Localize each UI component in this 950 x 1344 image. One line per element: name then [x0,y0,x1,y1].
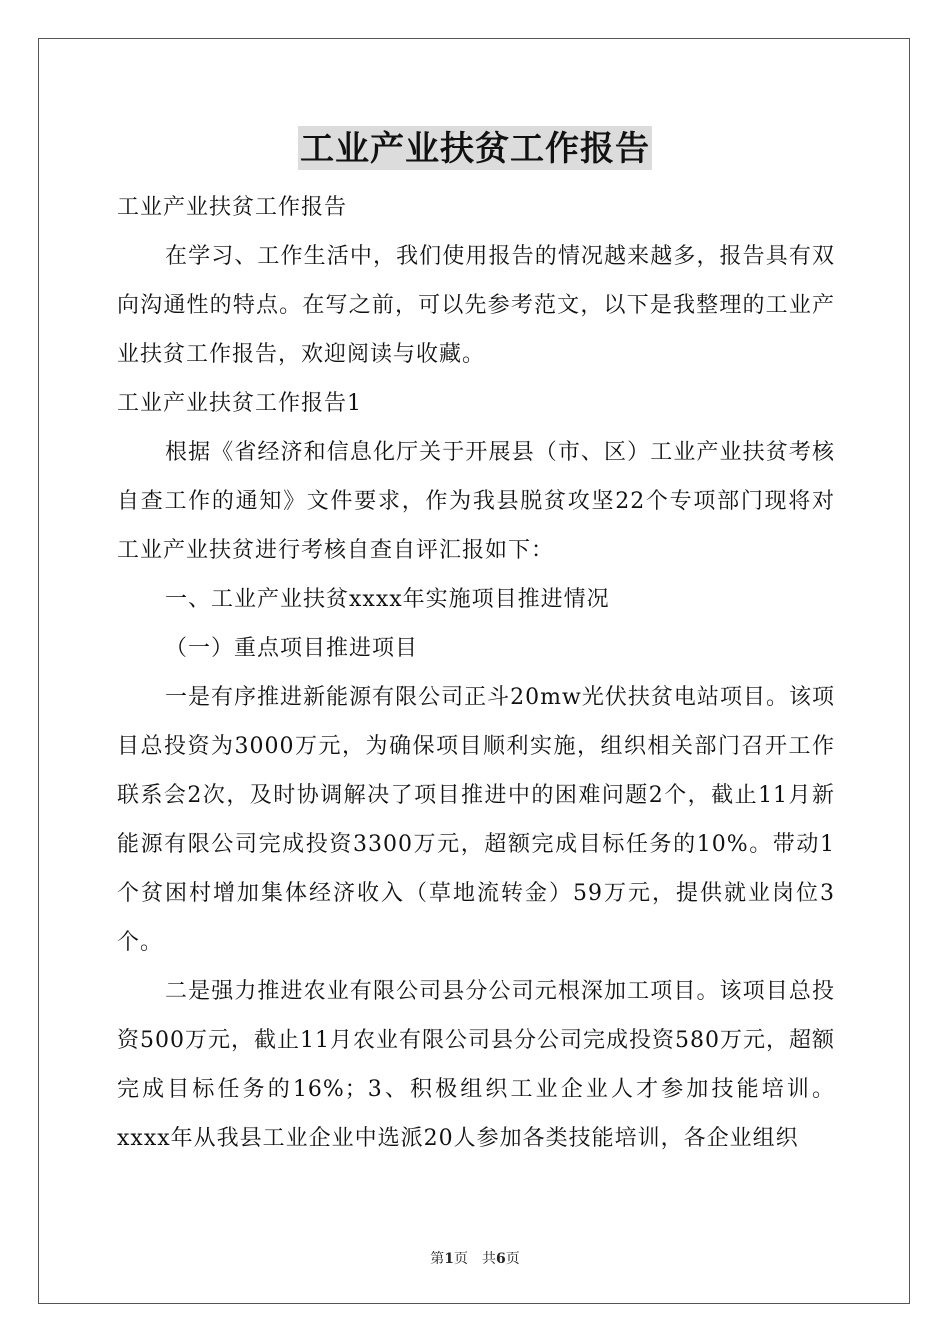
footer-prefix: 第 [430,1251,445,1267]
page-footer [0,1248,950,1268]
paragraph: 工业产业扶贫工作报告1 [117,391,362,416]
footer-current-page: 1 [444,1251,454,1267]
document-body [117,183,835,1163]
paragraph: 二是强力推进农业有限公司县分公司元根深加工项目。该项目总投资500万元，截止11月农业有限公司县分公司完成投资580万元，超额完成目标任务的16%；3、积极组织工业企业人才参加技能培训。xxxx年从我县工业企业中选派20人参加各类技能培训，各企业组织 [117,979,835,1151]
title-container [0,126,950,170]
footer-mid: 页 共 [454,1251,496,1267]
document-title: 工业产业扶贫工作报告 [298,126,652,170]
footer-total-pages: 6 [496,1251,506,1267]
paragraph: 一是有序推进新能源有限公司正斗20mw光伏扶贫电站项目。该项目总投资为3000万元，为确保项目顺利实施，组织相关部门召开工作联系会2次，及时协调解决了项目推进中的困难问题2个，截止11月新能源有限公司完成投资3300万元，超额完成目标任务的10%。带动1个贫困村增加集体经济收入（草地流转金）59万元，提供就业岗位3个。 [117,685,835,955]
paragraph: 根据《省经济和信息化厅关于开展县（市、区）工业产业扶贫考核自查工作的通知》文件要求，作为我县脱贫攻坚22个专项部门现将对工业产业扶贫进行考核自查自评汇报如下： [117,440,835,563]
paragraph: 一、工业产业扶贫xxxx年实施项目推进情况 [165,587,610,612]
paragraph: 工业产业扶贫工作报告 [117,195,348,220]
footer-suffix: 页 [505,1251,520,1267]
paragraph: （一）重点项目推进项目 [165,636,419,661]
paragraph: 在学习、工作生活中，我们使用报告的情况越来越多，报告具有双向沟通性的特点。在写之前，可以先参考范文，以下是我整理的工业产业扶贫工作报告，欢迎阅读与收藏。 [117,244,835,367]
